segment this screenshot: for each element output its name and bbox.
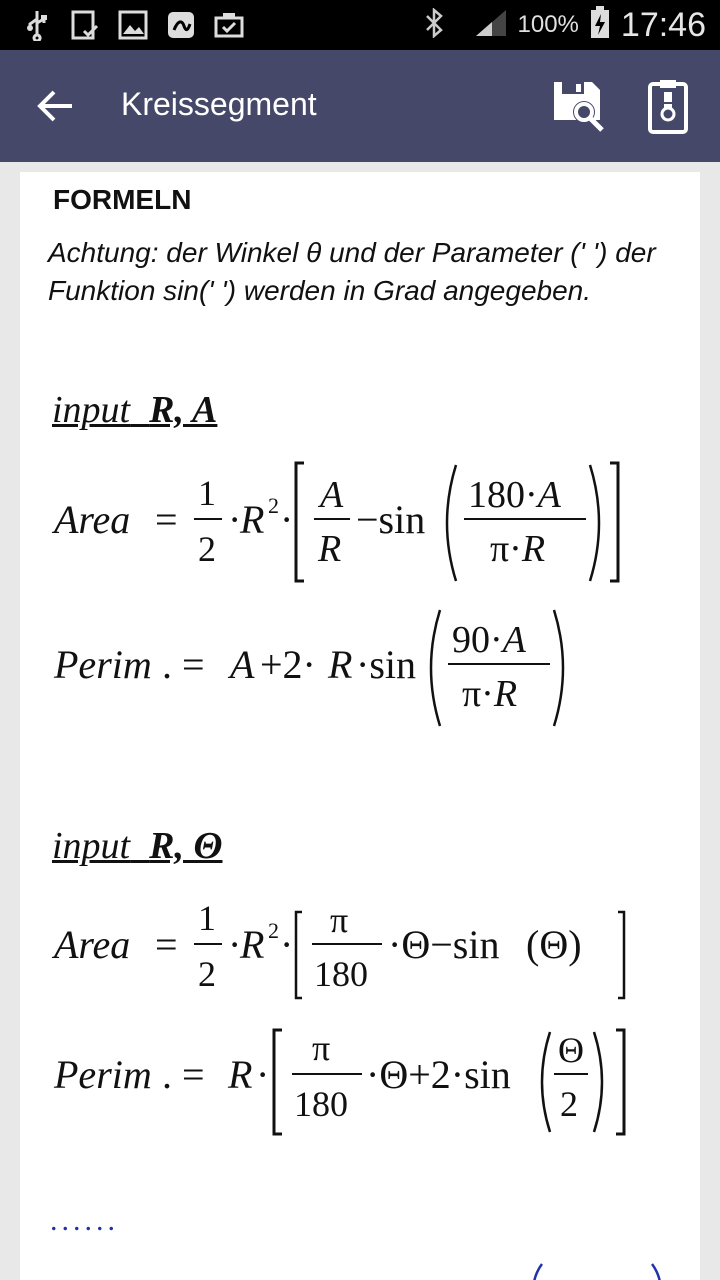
input-header-r-theta xyxy=(52,824,222,868)
svg-text:Perim: Perim xyxy=(54,642,152,687)
area-formula-r-theta xyxy=(50,894,650,1009)
input-vars: R, A xyxy=(149,389,218,431)
svg-text:1: 1 xyxy=(198,898,216,938)
image-icon xyxy=(116,8,150,42)
svg-text:2: 2 xyxy=(560,1084,578,1124)
battery-icon xyxy=(589,6,611,45)
svg-text:π·R: π·R xyxy=(462,673,518,715)
svg-text:Θ: Θ xyxy=(558,1030,584,1070)
angle-note: Achtung: der Winkel θ und der Parameter (' ') der Funktion sin(' ') werden in Grad angegeben. xyxy=(48,237,656,306)
svg-text:180: 180 xyxy=(314,954,368,994)
svg-text:·sin: ·sin xyxy=(356,642,416,687)
svg-text:π·R: π·R xyxy=(490,528,546,570)
svg-text:R: R xyxy=(328,642,353,687)
svg-text:π: π xyxy=(330,900,349,940)
svg-text:·: · xyxy=(280,497,294,542)
svg-text:−sin: −sin xyxy=(356,497,426,542)
app-icon xyxy=(164,8,198,42)
app-bar xyxy=(0,50,720,162)
signal-icon xyxy=(474,8,508,43)
svg-text:·: · xyxy=(256,1052,270,1097)
usb-icon xyxy=(20,8,54,42)
svg-text:π: π xyxy=(312,1028,331,1068)
svg-text:=: = xyxy=(155,922,178,967)
svg-text:Area: Area xyxy=(54,922,131,967)
formula-card xyxy=(20,172,700,1280)
bluetooth-icon xyxy=(422,8,446,43)
svg-text:Area: Area xyxy=(54,497,131,542)
partial-formula-glimpse xyxy=(528,1262,668,1280)
svg-text:R: R xyxy=(318,528,342,570)
svg-text:2: 2 xyxy=(268,918,279,943)
svg-text:·: · xyxy=(228,922,242,967)
svg-text:A: A xyxy=(320,474,344,516)
svg-text:·Θ−sin: ·Θ−sin xyxy=(388,922,500,967)
input-header-r-a xyxy=(52,388,217,432)
input-word: input xyxy=(52,825,131,867)
file-check-icon xyxy=(68,8,102,42)
svg-text:·: · xyxy=(280,922,294,967)
input-word: input xyxy=(52,389,131,431)
svg-text:·: · xyxy=(228,497,242,542)
perim-formula-r-a xyxy=(50,602,650,737)
svg-text:R: R xyxy=(240,922,265,967)
input-vars: R, Θ xyxy=(149,825,223,867)
page-title: Kreissegment xyxy=(121,86,317,122)
area-formula-r-a xyxy=(50,457,650,592)
more-ellipsis: ...... xyxy=(50,1204,119,1237)
svg-text:90·A: 90·A xyxy=(452,619,526,661)
clipboard-check-icon xyxy=(212,8,246,42)
perim-formula-r-theta xyxy=(50,1024,670,1149)
battery-percent: 100% xyxy=(517,11,579,38)
svg-text:+2·: +2· xyxy=(260,642,316,687)
svg-text:1: 1 xyxy=(198,473,216,513)
svg-text:2: 2 xyxy=(268,493,279,518)
svg-text:·Θ+2·sin: ·Θ+2·sin xyxy=(366,1052,511,1097)
svg-text:=: = xyxy=(155,497,178,542)
svg-text:R: R xyxy=(240,497,265,542)
svg-text:A: A xyxy=(230,642,255,687)
svg-text:180: 180 xyxy=(294,1084,348,1124)
svg-text:2: 2 xyxy=(198,529,216,569)
svg-text:180·A: 180·A xyxy=(468,474,561,516)
svg-text:Perim: Perim xyxy=(54,1052,152,1097)
status-bar xyxy=(0,0,720,50)
svg-text:(Θ): (Θ) xyxy=(526,922,582,967)
clipboard-icon[interactable] xyxy=(647,78,697,138)
section-heading: FORMELN xyxy=(53,184,192,215)
save-search-icon[interactable] xyxy=(550,78,608,136)
svg-text:. =: . = xyxy=(162,642,205,687)
svg-text:R: R xyxy=(228,1052,253,1097)
back-arrow-icon[interactable] xyxy=(30,80,82,132)
svg-text:2: 2 xyxy=(198,954,216,994)
clock: 17:46 xyxy=(620,5,706,44)
svg-text:. =: . = xyxy=(162,1052,205,1097)
